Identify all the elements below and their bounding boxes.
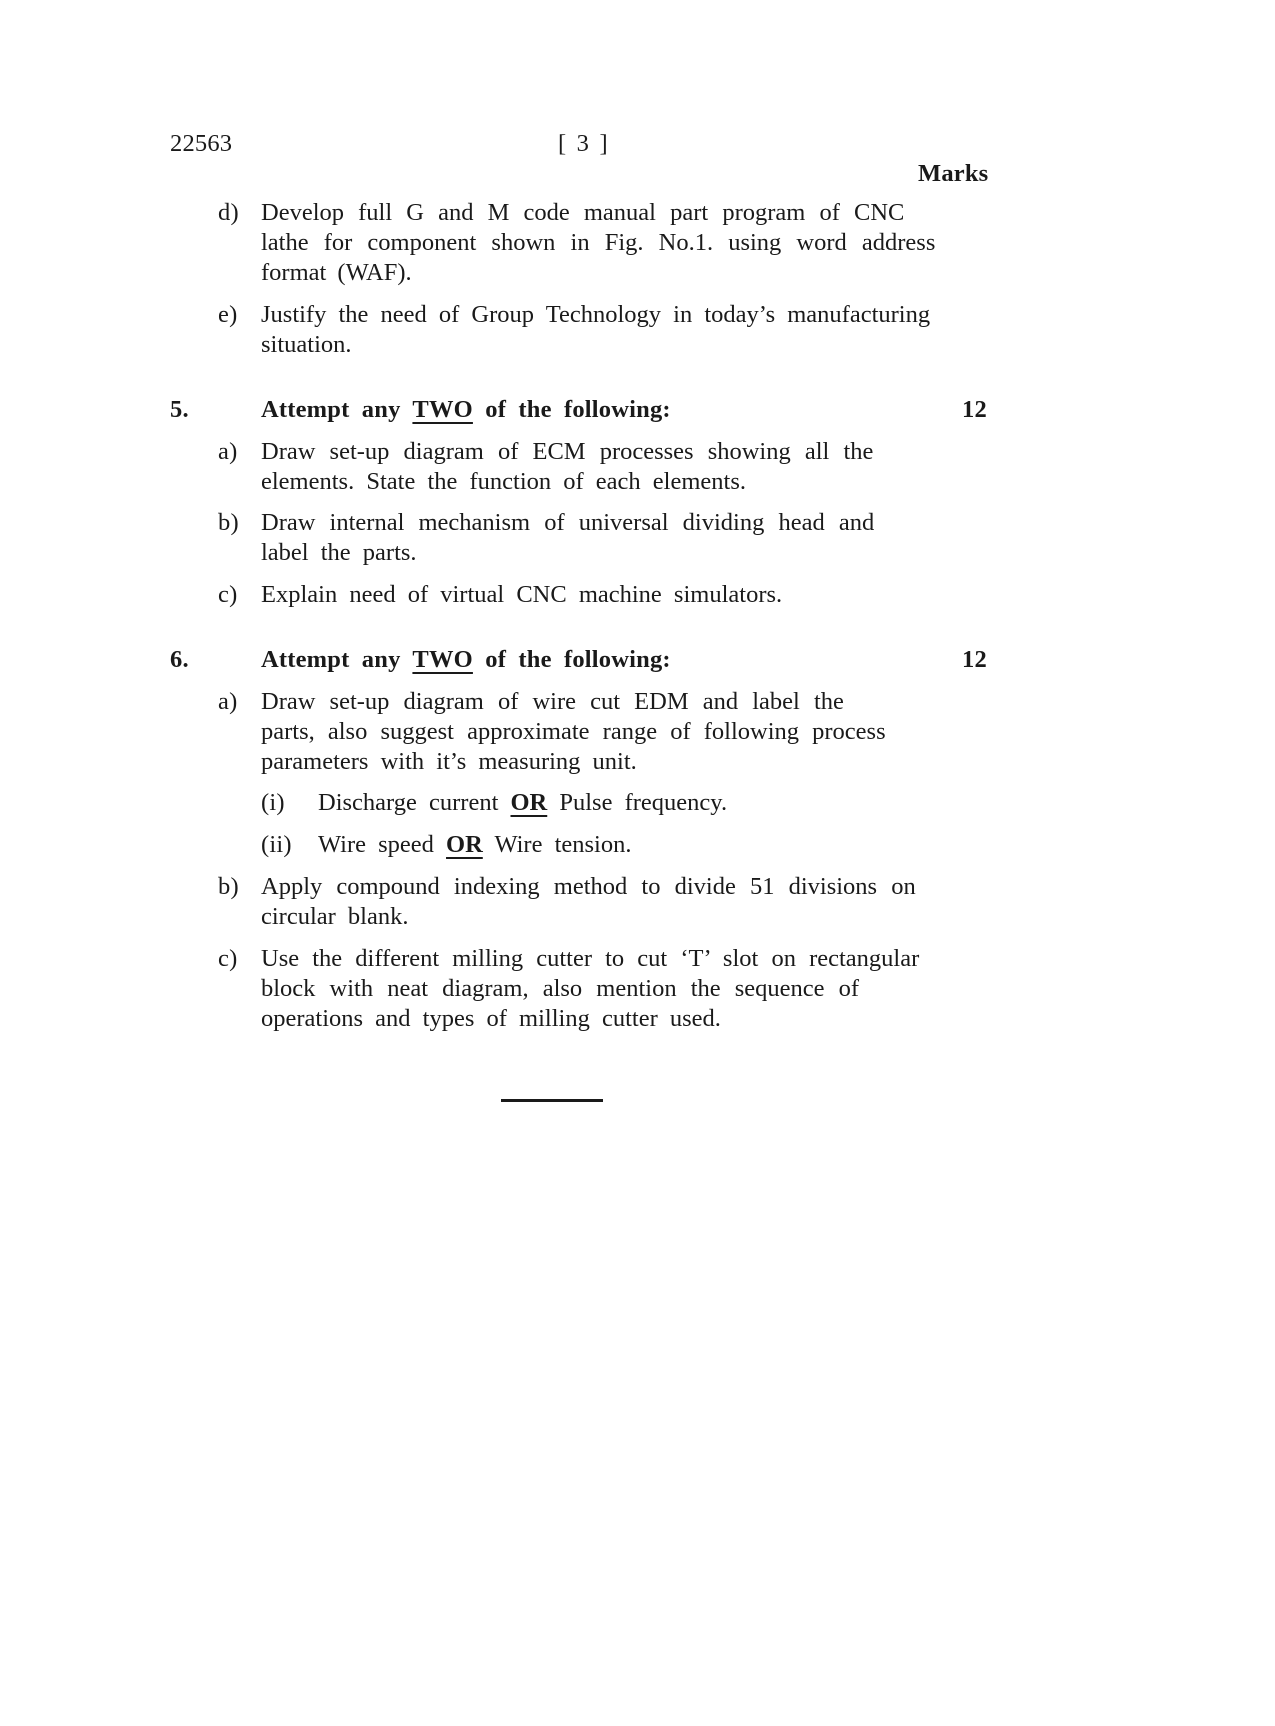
item-text-line: Draw set-up diagram of ECM processes showing all the (261, 438, 874, 465)
paper-code: 22563 (170, 130, 233, 157)
instruction-emphasis: TWO (412, 396, 473, 423)
item-label: a) (218, 688, 238, 715)
item-text-line: Use the different milling cutter to cut ‘T’ slot on rectangular (261, 945, 920, 972)
subitem-emphasis: OR (510, 789, 548, 816)
instruction-post: of the following: (485, 646, 671, 673)
subitem-pre: Discharge current (318, 789, 499, 816)
instruction-pre: Attempt any (261, 646, 401, 673)
item-label: a) (218, 438, 238, 465)
subitem-label: (i) (261, 789, 285, 816)
item-text-line: elements. State the function of each elements. (261, 468, 747, 495)
question-number: 6. (170, 646, 189, 673)
instruction-post: of the following: (485, 396, 671, 423)
item-text-line: block with neat diagram, also mention the sequence of (261, 975, 860, 1002)
item-text-line: label the parts. (261, 539, 417, 566)
item-text-line: operations and types of milling cutter used. (261, 1005, 721, 1032)
item-label: d) (218, 199, 239, 226)
question-marks: 12 (962, 396, 987, 423)
item-text-line: parameters with it’s measuring unit. (261, 748, 637, 775)
subitem-post: Wire tension. (494, 831, 632, 858)
question-instruction (261, 646, 671, 674)
item-text-line: situation. (261, 331, 352, 358)
item-label: b) (218, 873, 239, 900)
question-instruction (261, 396, 671, 424)
item-text-line: Justify the need of Group Technology in today’s manufacturing (261, 301, 931, 328)
item-label: e) (218, 301, 238, 328)
question-marks: 12 (962, 646, 987, 673)
item-text-line: Draw set-up diagram of wire cut EDM and label the (261, 688, 844, 715)
item-text-line: parts, also suggest approximate range of following process (261, 718, 886, 745)
page-number: [ 3 ] (558, 130, 608, 157)
subitem-pre: Wire speed (318, 831, 434, 858)
subitem-post: Pulse frequency. (559, 789, 728, 816)
item-text-line: Explain need of virtual CNC machine simulators. (261, 581, 783, 608)
item-text-line: circular blank. (261, 903, 409, 930)
marks-column-heading: Marks (918, 160, 989, 187)
subitem-emphasis: OR (446, 831, 483, 858)
item-text-line: Develop full G and M code manual part program of CNC (261, 199, 905, 226)
instruction-pre: Attempt any (261, 396, 401, 423)
item-text-line: Apply compound indexing method to divide 51 divisions on (261, 873, 916, 900)
subitem-label: (ii) (261, 831, 292, 858)
item-label: c) (218, 581, 238, 608)
instruction-emphasis: TWO (412, 646, 473, 673)
item-text-line: format (WAF). (261, 259, 412, 286)
item-text-line: lathe for component shown in Fig. No.1. using word address (261, 229, 936, 256)
item-label: c) (218, 945, 238, 972)
end-of-paper-rule (501, 1099, 603, 1102)
subitem-text (318, 789, 727, 817)
item-label: b) (218, 509, 239, 536)
subitem-text (318, 831, 631, 859)
item-text-line: Draw internal mechanism of universal dividing head and (261, 509, 875, 536)
question-number: 5. (170, 396, 189, 423)
